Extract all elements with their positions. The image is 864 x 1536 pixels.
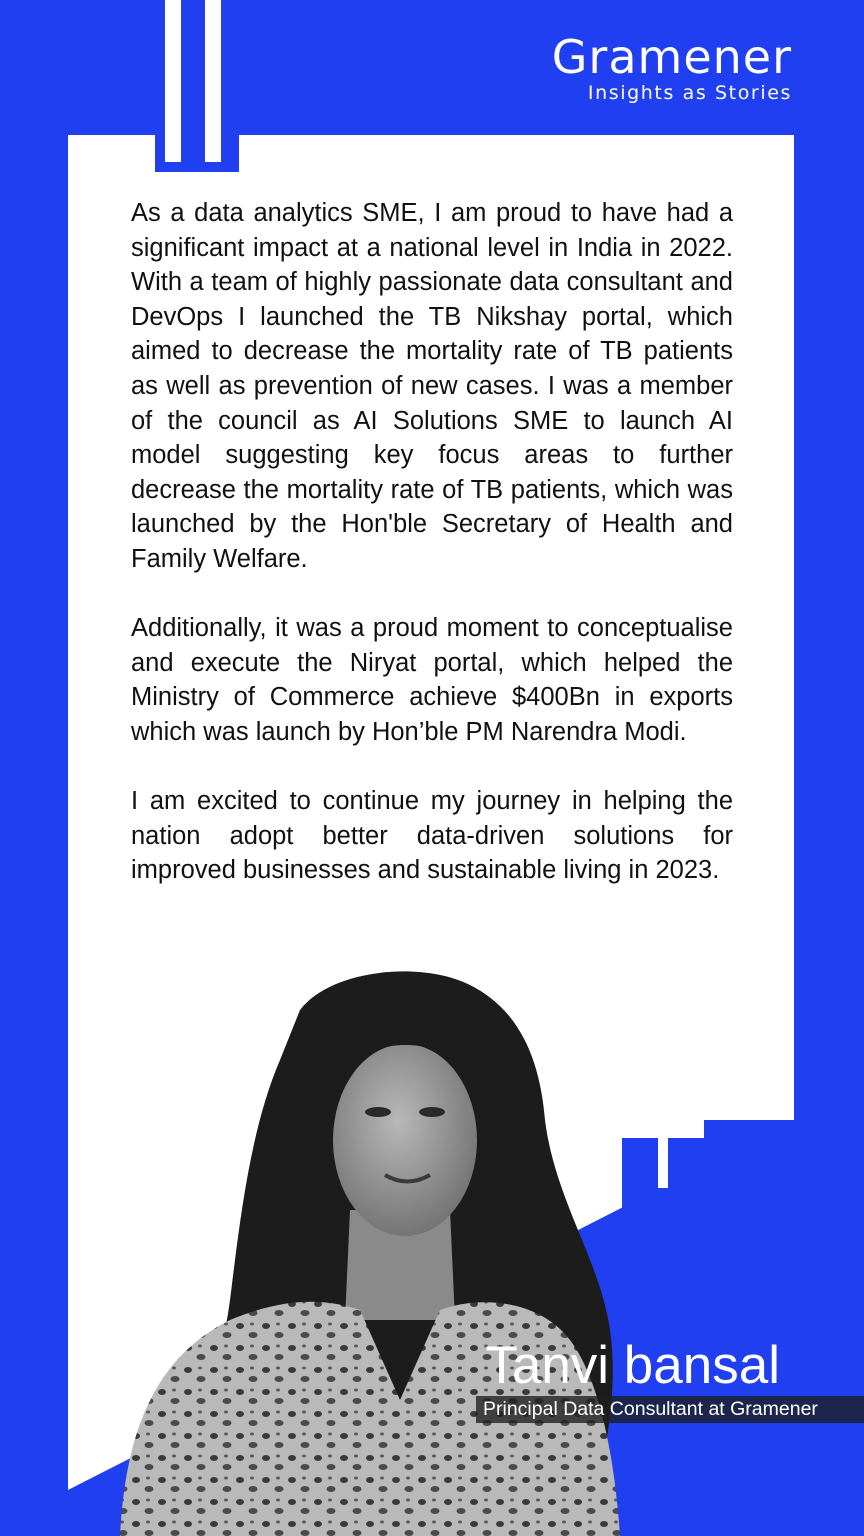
person-title: Principal Data Consultant at Gramener xyxy=(483,1398,818,1420)
brand-name: Gramener xyxy=(551,30,792,84)
paragraph-3: I am excited to continue my journey in helping the nation adopt better data-driven solutions for improved businesses and sustainable living in 2023. xyxy=(131,787,733,885)
person-name: Tanvi bansal xyxy=(485,1336,780,1395)
face-shape xyxy=(333,1044,477,1236)
paragraph-2: Additionally, it was a proud moment to conceptualise and execute the Niryat portal, which helped the Ministry of Commerce achieve $400Bn in exports which was launch by Hon’ble PM Narendra Modi. xyxy=(131,614,733,746)
brand-tagline: Insights as Stories xyxy=(587,82,792,104)
paragraph-1: As a data analytics SME, I am proud to have had a significant impact at a national level in India in 2022. With a team of highly passionate data consultant and DevOps I launched the TB Nikshay portal, which aimed to decrease the mortality rate of TB patients as well as prevention of new cases. I was a member of the council as AI Solutions SME to launch AI model suggesting key focus areas to further decrease the mortality rate of TB patients, which was launched by the Hon'ble Secretary of Health and Family Welfare. xyxy=(131,199,733,573)
